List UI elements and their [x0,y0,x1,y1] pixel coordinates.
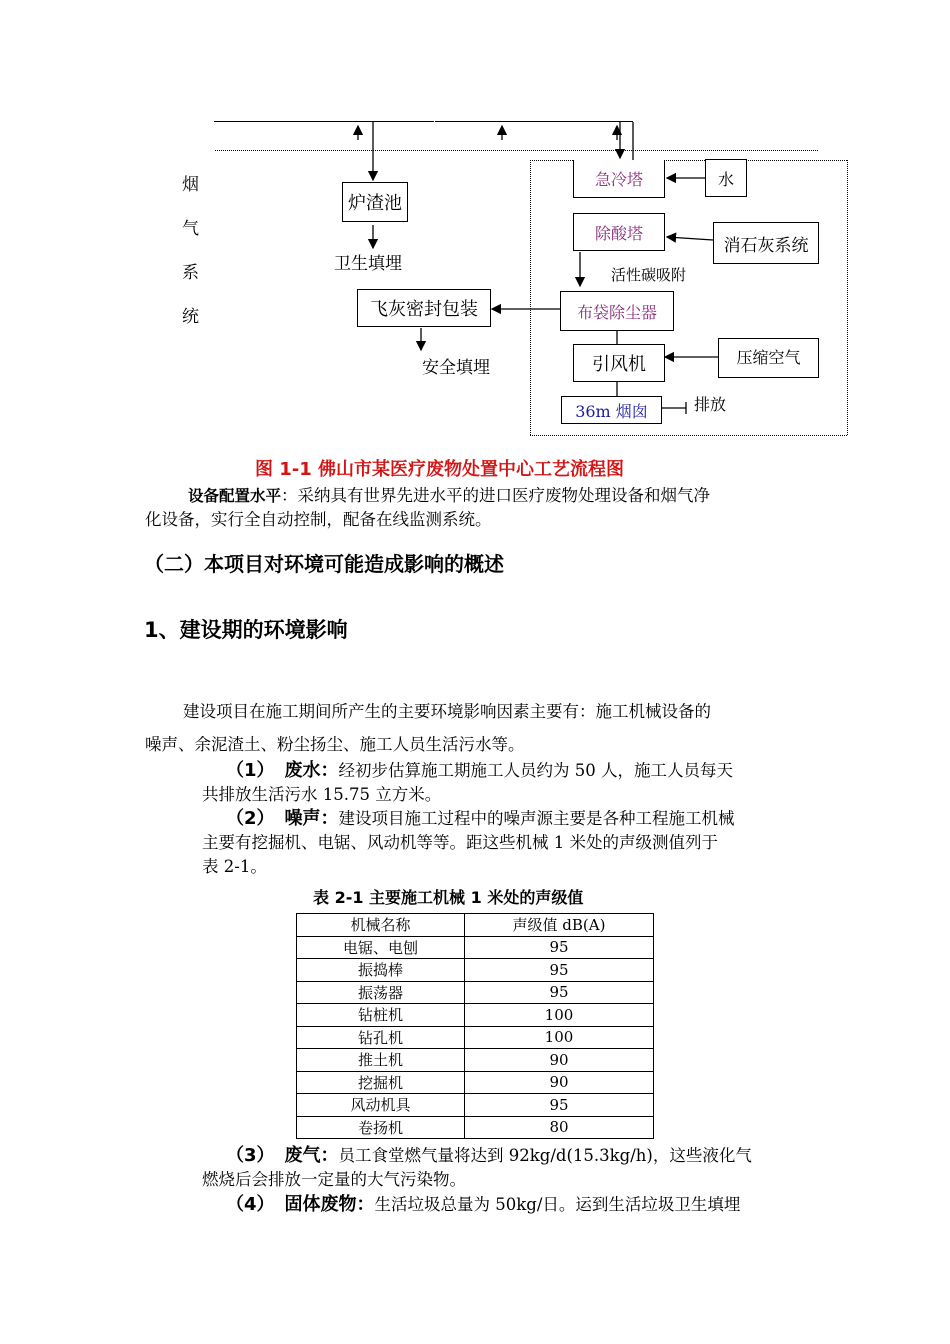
deacid-tower-label: 除酸塔 [594,223,643,243]
chimney-box [561,396,662,424]
item-wastewater [226,758,733,784]
water-box [705,159,747,197]
table-row [297,936,654,959]
item-number: （2） [226,808,275,829]
lime-system-box [713,222,819,264]
sanitary-landfill-label: 卫生填埋 [334,254,402,274]
chimney-label: 36m 烟囱 [575,401,648,421]
equipment-text: ：采纳具有世界先进水平的进口医疗废物处理设备和烟气净 [281,486,711,505]
table-row [297,1071,654,1094]
table-header-row [297,914,654,937]
side-label-char: 系 [182,263,199,283]
machine-cell: 推土机 [297,1049,465,1072]
machine-cell: 挖掘机 [297,1071,465,1094]
fan-label: 引风机 [592,354,646,375]
item-number: （1） [226,760,275,781]
compressed-air-label: 压缩空气 [736,348,801,367]
fly-ash-pack-label: 飞灰密封包装 [370,299,478,320]
level-cell: 95 [465,959,654,982]
side-label-char: 统 [182,307,199,327]
item-noise-line-2: 主要有挖掘机、电锯、风动机等等。距这些机械 1 米处的声级测值列于 [202,833,718,852]
slag-pool-label: 炉渣池 [348,193,402,214]
item-label: 废气： [284,1145,339,1166]
item-wastewater-line-2: 共排放生活污水 15.75 立方米。 [202,785,442,804]
item-label: 噪声： [284,808,339,829]
lime-system-label: 消石灰系统 [723,235,809,256]
fan-box [573,344,665,382]
side-label-char: 烟 [182,175,199,195]
level-cell: 95 [465,981,654,1004]
activated-carbon-label: 活性碳吸附 [611,266,687,284]
water-label: 水 [717,169,734,189]
table-row [297,1026,654,1049]
item-label: 固体废物： [284,1194,375,1215]
equipment-line-1 [188,483,710,509]
deacid-tower-box [573,213,665,251]
item-text: 员工食堂燃气量将达到 92kg/d(15.3kg/h)，这些液化气 [338,1146,752,1165]
equipment-line-2: 化设备，实行全自动控制，配备在线监测系统。 [145,510,492,529]
level-cell: 95 [465,936,654,959]
item-noise [226,806,735,832]
equipment-label: 设备配置水平 [188,487,282,505]
side-label-char: 气 [182,219,199,239]
table-row [297,1094,654,1117]
table-row [297,981,654,1004]
machine-cell: 风动机具 [297,1094,465,1117]
level-cell: 100 [465,1026,654,1049]
bag-filter-box [560,291,674,331]
table-row [297,1004,654,1027]
item-exhaust-gas-line-2: 燃烧后会排放一定量的大气污染物。 [202,1170,466,1189]
fly-ash-pack-box [357,289,491,327]
quench-tower-box [573,160,665,198]
item-text: 生活垃圾总量为 50kg/日。运到生活垃圾卫生填埋 [374,1195,741,1214]
level-cell: 100 [465,1004,654,1027]
intro-line-1: 建设项目在施工期间所产生的主要环境影响因素主要有：施工机械设备的 [183,702,711,721]
machine-cell: 电锯、电刨 [297,936,465,959]
table-row [297,959,654,982]
item-text: 建设项目施工过程中的噪声源主要是各种工程施工机械 [338,809,735,828]
safe-landfill-label: 安全填埋 [422,358,490,378]
machine-cell: 卷扬机 [297,1116,465,1139]
machine-cell: 振捣棒 [297,959,465,982]
intro-line-2: 噪声、余泥渣土、粉尘扬尘、施工人员生活污水等。 [145,735,525,754]
table-title: 表 2-1 主要施工机械 1 米处的声级值 [313,888,584,907]
bag-filter-label: 布袋除尘器 [576,302,657,322]
item-solid-waste [226,1192,740,1218]
level-cell: 90 [465,1049,654,1072]
level-cell: 95 [465,1094,654,1117]
machine-cell: 振荡器 [297,981,465,1004]
level-cell: 90 [465,1071,654,1094]
subsection-heading: 1、建设期的环境影响 [144,618,348,642]
item-exhaust-gas [226,1143,752,1169]
item-number: （3） [226,1145,275,1166]
slag-pool-box [342,182,408,222]
figure-caption: 图 1-1 佛山市某医疗废物处置中心工艺流程图 [255,459,625,480]
item-text: 经初步估算施工期施工人员约为 50 人，施工人员每天 [338,761,734,780]
level-cell: 80 [465,1116,654,1139]
item-noise-line-3: 表 2-1。 [202,857,267,876]
section-heading: （二）本项目对环境可能造成影响的概述 [144,552,504,576]
column-header: 声级值 dB(A) [465,914,654,937]
noise-level-table [296,913,654,1139]
item-label: 废水： [284,760,339,781]
column-header: 机械名称 [297,914,465,937]
item-number: （4） [226,1194,275,1215]
table-row [297,1049,654,1072]
table-row [297,1116,654,1139]
machine-cell: 钻桩机 [297,1004,465,1027]
discharge-label: 排放 [694,395,727,414]
machine-cell: 钻孔机 [297,1026,465,1049]
compressed-air-box [718,338,819,378]
quench-tower-label: 急冷塔 [594,170,643,189]
